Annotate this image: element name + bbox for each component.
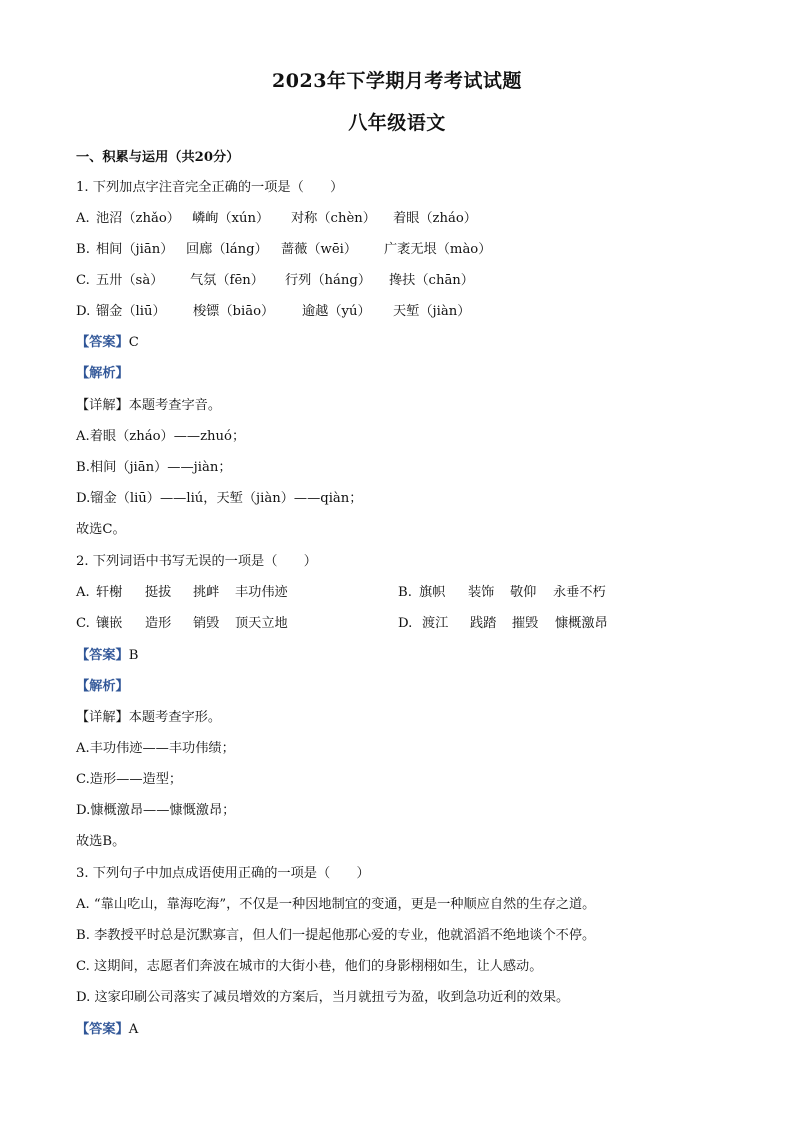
answer-value: B xyxy=(128,648,139,663)
exam-page: 2023年下学期月考考试试题 八年级语文 一、积累与运用（共20分） 1. 下列加点字注音完全正确的一项是（ ） A. 池沼（zhǎo） 嶙峋（xún） 对称（chèn） 着眼（zháo） B. 相间（jiān） 回廊（láng） 蔷薇（wēi） 广袤无垠（mào） C. 五卅（sà） 气氛（fēn） 行列（háng） 搀扶（chān） D. 镏金（liū） 梭镖（biāo） 逾越（yú） 天堑（jiàn） 【答案】C 【解析】 【详解】本题考查字音。 A.着眼（zháo）——zhuó； B.相间（jiān）——jiàn； D.镏金（liū）——liú，天堑（jiàn）——qiàn； 故选C。 2. 下列词语中书写无误的一项是（ ） A. 轩榭 挺拔 挑衅 丰功伟迹 B. 旗帜 装饰 敬仰 永垂不朽 C. 镶嵌 造形 销毁 顶天立地 D. 渡江 践踏 摧毁 慷概激昂 【答案】B 【解析】 【详解】本题考查字形。 A.丰功伟迹——丰功伟绩； C.造形——造型； D.慷概激昂——慷慨激昂； 故选B。 3. 下列句子中加点成语使用正确的一项是（ ） A. “靠山吃山，靠海吃海”，不仅是一种因地制宜的变通，更是一种顺应自然的生存之道。 B. 李教授平时总是沉默寡言，但人们一提起他那心爱的专业，他就滔滔不绝地谈个不停。 C. 这期间，志愿者们奔波在城市的大街小巷，他们的身影栩栩如生，让人感动。 D. 这家印刷公司落实了减员增效的方案后，当月就扭亏为盈，收到急功近利的效果。 【答案】A xyxy=(0,0,794,1123)
q2-explain-line: A.丰功伟迹——丰功伟绩； xyxy=(76,741,235,756)
answer-value: C xyxy=(128,335,139,350)
q2-explain-line: D.慷概激昂——慷慨激昂； xyxy=(76,803,236,818)
q3-option-a: A. “靠山吃山，靠海吃海”，不仅是一种因地制宜的变通，更是一种顺应自然的生存之道。 xyxy=(76,897,596,912)
q1-stem: 1. 下列加点字注音完全正确的一项是（ ） xyxy=(76,180,344,195)
q2-analysis xyxy=(76,679,129,695)
q1-answer xyxy=(76,335,139,351)
answer-tag: 【答案】 xyxy=(76,335,129,350)
section-heading: 一、积累与运用（共20分） xyxy=(76,150,240,165)
q1-analysis xyxy=(76,366,129,382)
q3-stem: 3. 下列句子中加点成语使用正确的一项是（ ） xyxy=(76,866,370,881)
detail-tag: 【详解】 xyxy=(76,398,129,413)
q3-option-b: B. 李教授平时总是沉默寡言，但人们一提起他那心爱的专业，他就滔滔不绝地谈个不停。 xyxy=(76,928,596,943)
answer-tag: 【答案】 xyxy=(76,1022,129,1037)
q2-stem: 2. 下列词语中书写无误的一项是（ ） xyxy=(76,554,317,569)
q3-answer xyxy=(76,1022,138,1038)
detail-text: 本题考查字形。 xyxy=(128,710,222,725)
answer-value: A xyxy=(128,1022,139,1037)
detail-text: 本题考查字音。 xyxy=(128,398,222,413)
q1-explain-line: D.镏金（liū）——liú，天堑（jiàn）——qiàn； xyxy=(76,491,363,506)
q3-option-d: D. 这家印刷公司落实了减员增效的方案后，当月就扭亏为盈，收到急功近利的效果。 xyxy=(76,990,570,1005)
q2-explain-line: 故选B。 xyxy=(76,834,126,849)
analysis-tag: 【解析】 xyxy=(76,366,129,381)
q3-option-c: C. 这期间，志愿者们奔波在城市的大街小巷，他们的身影栩栩如生，让人感动。 xyxy=(76,959,543,974)
q2-detail xyxy=(76,710,221,726)
q1-explain-line: 故选C。 xyxy=(76,522,126,537)
detail-tag: 【详解】 xyxy=(76,710,129,725)
answer-tag: 【答案】 xyxy=(76,648,129,663)
exam-subtitle: 八年级语文 xyxy=(348,112,446,134)
exam-title: 2023年下学期月考考试试题 xyxy=(272,70,522,92)
q1-detail xyxy=(76,398,221,414)
q2-explain-line: C.造形——造型； xyxy=(76,772,183,787)
q1-explain-line: B.相间（jiān）——jiàn； xyxy=(76,460,232,475)
q2-answer xyxy=(76,648,138,664)
analysis-tag: 【解析】 xyxy=(76,679,129,694)
q1-explain-line: A.着眼（zháo）——zhuó； xyxy=(76,429,246,444)
